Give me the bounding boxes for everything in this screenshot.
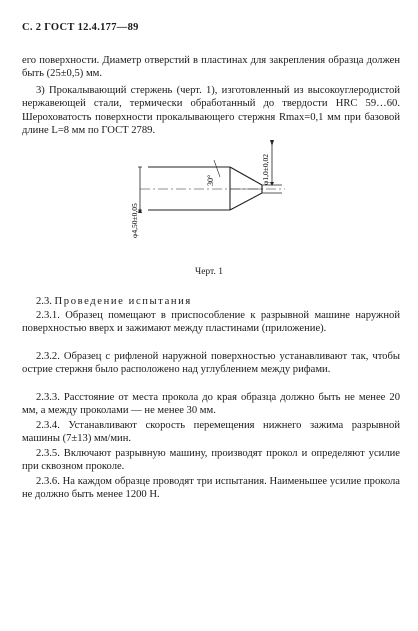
figure-caption: Черт. 1	[195, 267, 223, 277]
paragraph-continued: его поверхности. Диаметр отверстий в пластинах для закрепления образца должен быть (25±0,5) мм.	[22, 55, 400, 80]
section-heading-number: 2.3.	[36, 296, 52, 307]
section-heading	[22, 295, 400, 308]
cone-top-edge	[230, 167, 262, 185]
paragraph-rod-description: 3) Прокалывающий стержень (черт. 1), изготовленный из высокоуглеродистой нержавеющей стали, термически обработанный до твердости HRC 59…60. Шероховатость поверхности прокалывающего стержня Rmax=0,1 мм при базовой длине L=8 мм по ГОСТ 2789.	[22, 85, 400, 137]
figure-piercing-rod	[0, 0, 418, 280]
item-2-3-3: 2.3.3. Расстояние от места прокола до края образца должно быть не менее 20 мм, а между проколами — не менее 30 мм.	[22, 392, 400, 417]
item-2-3-6: 2.3.6. На каждом образце проводят три испытания. Наименьшее усилие прокола не должно быть менее 1200 Н.	[22, 476, 400, 501]
item-2-3-2: 2.3.2. Образец с рифленой наружной поверхностью устанавливают так, чтобы острие стержня было расположено над углублением между рифами.	[22, 351, 400, 376]
tip-diameter-label: φ1,0±0,02	[261, 154, 270, 185]
angle-label: 30°	[206, 174, 215, 186]
page-header: С. 2 ГОСТ 12.4.177—89	[22, 22, 139, 33]
section-heading-text: Проведение испытания	[54, 296, 192, 307]
item-2-3-5: 2.3.5. Включают разрывную машину, производят прокол и определяют усилие при сквозном проколе.	[22, 448, 400, 473]
shaft-diameter-label: φ4,50±0,05	[130, 203, 139, 238]
angle-leader	[214, 160, 220, 177]
cone-bottom-edge	[230, 193, 262, 210]
item-2-3-1: 2.3.1. Образец помещают в приспособление к разрывной машине наружной поверхностью вверх и зажимают между пластинами (приложение).	[22, 310, 400, 335]
item-2-3-4: 2.3.4. Устанавливают скорость перемещения нижнего зажима разрывной машины (7±13) мм/мин.	[22, 420, 400, 445]
